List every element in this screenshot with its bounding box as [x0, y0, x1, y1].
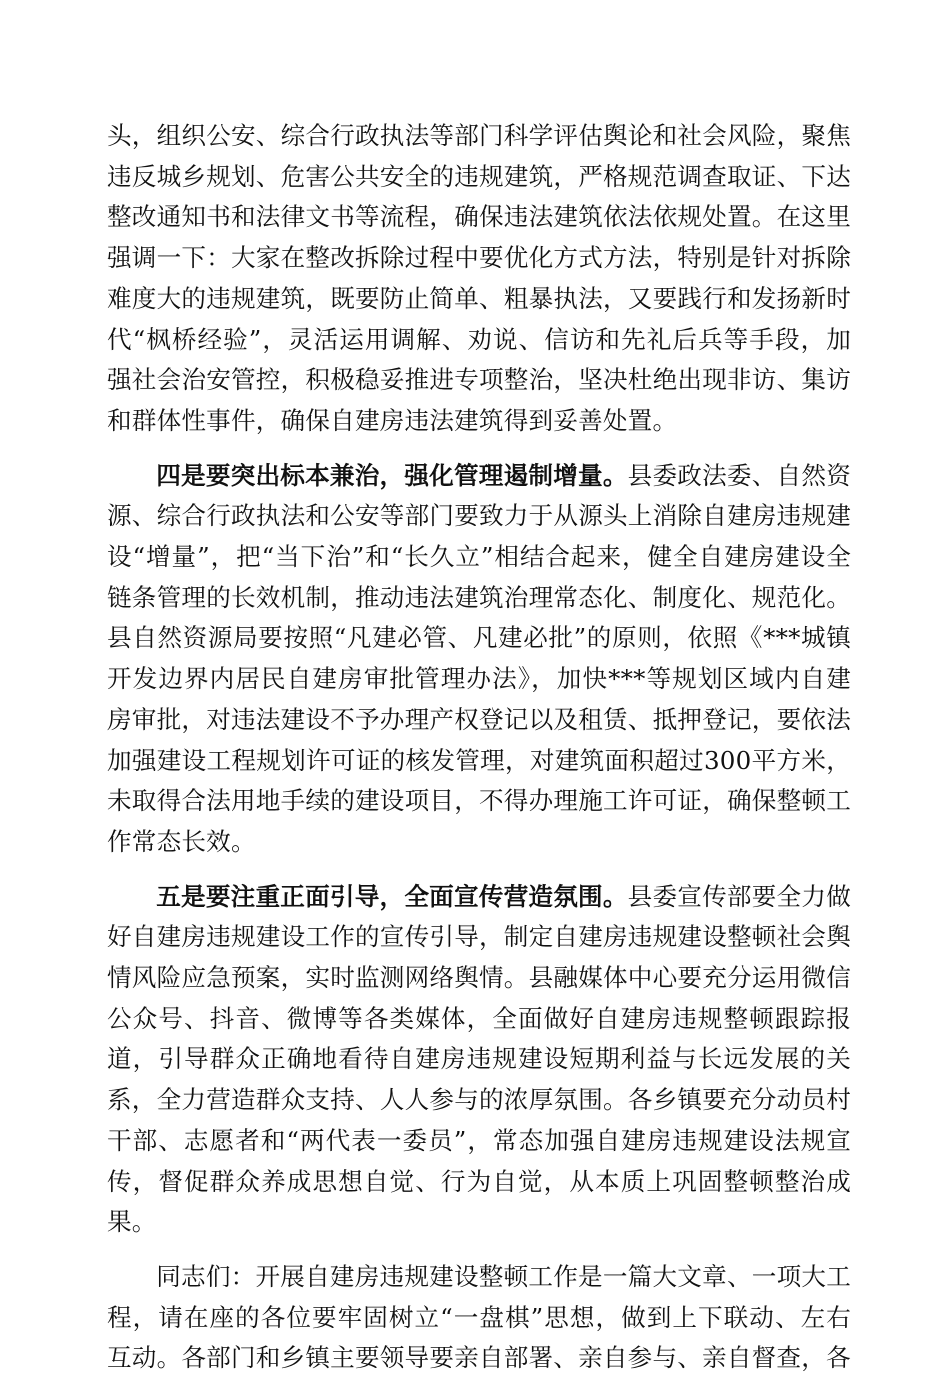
paragraph-closing	[107, 1257, 851, 1379]
paragraph-point-four	[107, 456, 851, 863]
paragraph-lead-heading: 四是要突出标本兼治，强化管理遏制增量。	[156, 460, 628, 490]
paragraph-text: 同志们：开展自建房违规建设整顿工作是一篇大文章、一项大工程，请在座的各位要牢固树立“一盘棋”思想，做到上下联动、左右互动。各部门和乡镇主要领导要亲自部署、亲自参与、亲自督查，各	[107, 1261, 851, 1373]
paragraph-continuation	[107, 116, 851, 442]
paragraph-point-five	[107, 877, 851, 1243]
document-body	[107, 116, 851, 1379]
paragraph-text: 县委政法委、自然资源、综合行政执法和公安等部门要致力于从源头上消除自建房违规建设“增量”，把“当下治”和“长久立”相结合起来，健全自建房建设全链条管理的长效机制，推动违法建筑治理常态化、制度化、规范化。县自然资源局要按照“凡建必管、凡建必批”的原则，依照《***城镇开发边界内居民自建房审批管理办法》，加快***等规划区域内自建房审批，对违法建设不予办理产权登记以及租赁、抵押登记，要依法加强建设工程规划许可证的核发管理，对建筑面积超过300平方米，未取得合法用地手续的建设项目，不得办理施工许可证，确保整顿工作常态长效。	[107, 460, 851, 856]
paragraph-text: 县委宣传部要全力做好自建房违规建设工作的宣传引导，制定自建房违规建设整顿社会舆情风险应急预案，实时监测网络舆情。县融媒体中心要充分运用微信公众号、抖音、微博等各类媒体，全面做好自建房违规整顿跟踪报道，引导群众正确地看待自建房违规建设短期利益与长远发展的关系，全力营造群众支持、人人参与的浓厚氛围。各乡镇要充分动员村干部、志愿者和“两代表一委员”，常态加强自建房违规建设法规宣传，督促群众养成思想自觉、行为自觉，从本质上巩固整顿整治成果。	[107, 881, 851, 1237]
paragraph-lead-heading: 五是要注重正面引导，全面宣传营造氛围。	[156, 881, 628, 911]
paragraph-text: 头，组织公安、综合行政执法等部门科学评估舆论和社会风险，聚焦违反城乡规划、危害公共安全的违规建筑，严格规范调查取证、下达整改通知书和法律文书等流程，确保违法建筑依法依规处置。在这里强调一下：大家在整改拆除过程中要优化方式方法，特别是针对拆除难度大的违规建筑，既要防止简单、粗暴执法，又要践行和发扬新时代“枫桥经验”，灵活运用调解、劝说、信访和先礼后兵等手段，加强社会治安管控，积极稳妥推进专项整治，坚决杜绝出现非访、集访和群体性事件，确保自建房违法建筑得到妥善处置。	[107, 121, 851, 435]
